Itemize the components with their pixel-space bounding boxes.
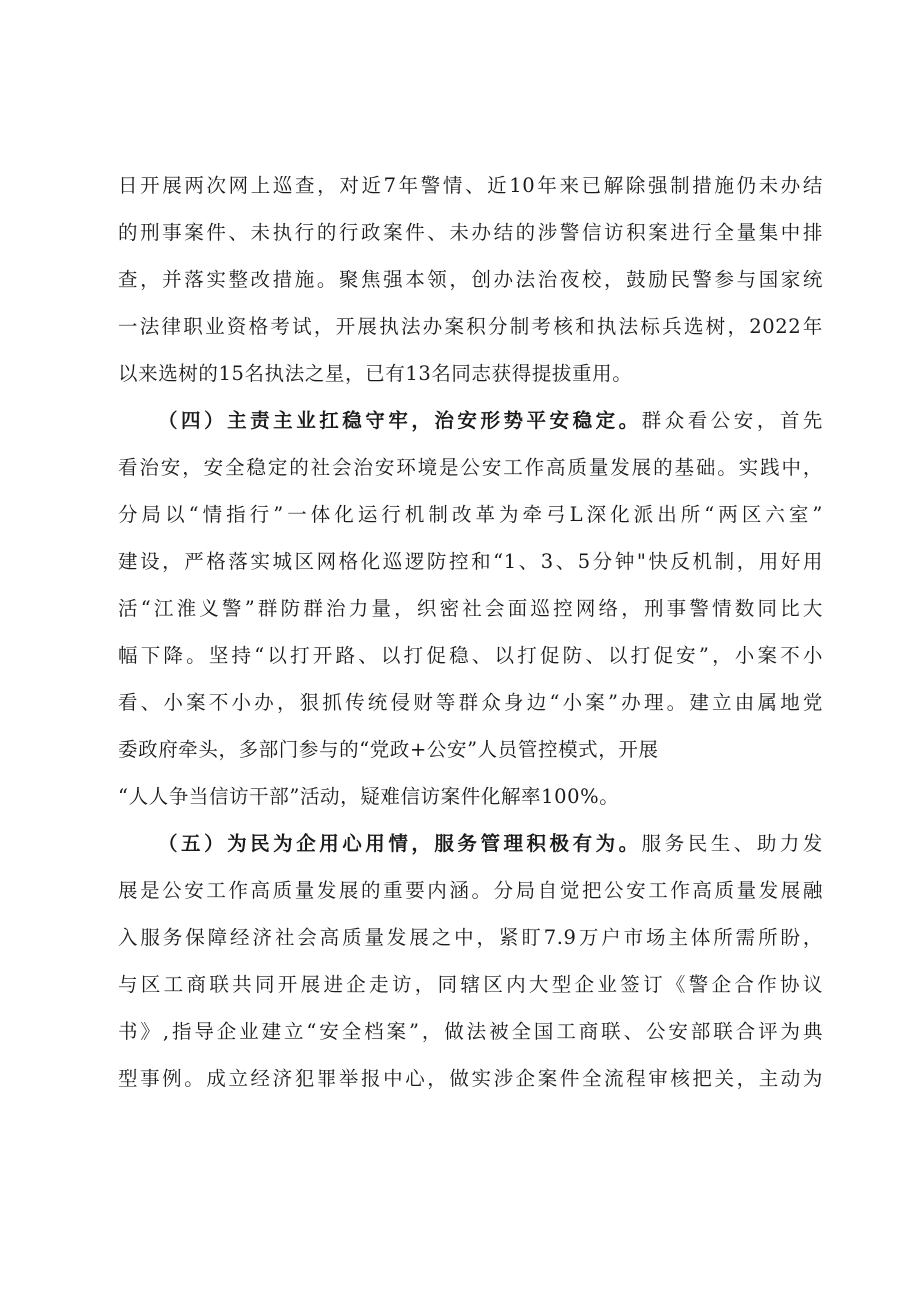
paragraph-line: 型事例。成立经济犯罪举报中心，做实涉企案件全流程审核把关，主动为 <box>118 1067 823 1090</box>
section-five-heading: （五）为民为企用心用情，服务管理积极有为。 <box>158 832 642 855</box>
paragraph-line: 以来选树的15名执法之星，已有13名同志获得提拔重用。 <box>118 362 633 385</box>
paragraph-line: “人人争当信访干部”活动，疑难信访案件化解率100%。 <box>118 785 620 808</box>
paragraph-line: 一法律职业资格考试，开展执法办案积分制考核和执法标兵选树，2022年 <box>118 315 823 338</box>
paragraph-line: 查，并落实整改措施。聚焦强本领，创办法治夜校，鼓励民警参与国家统 <box>118 268 823 291</box>
paragraph-line: 活“江淮义警”群防群治力量，织密社会面巡控网络，刑事警情数同比大 <box>118 597 823 620</box>
paragraph-line: 幅下降。坚持“以打开路、以打促稳、以打促防、以打促安”，小案不小 <box>118 644 823 667</box>
paragraph-line: 展是公安工作高质量发展的重要内涵。分局自觉把公安工作高质量发展融 <box>118 879 823 902</box>
paragraph-line: 看治安，安全稳定的社会治安环境是公安工作高质量发展的基础。实践中， <box>118 456 823 479</box>
paragraph-line: 看、小案不小办，狠抓传统侵财等群众身边“小案”办理。建立由属地党 <box>118 691 823 714</box>
paragraph-line: 日开展两次网上巡查，对近7年警情、近10年来已解除强制措施仍未办结 <box>118 174 823 197</box>
section-four-first-line <box>118 397 823 444</box>
paragraph-line: 的刑事案件、未执行的行政案件、未办结的涉警信访积案进行全量集中排 <box>118 221 823 244</box>
paragraph-line: 与区工商联共同开展进企走访，同辖区内大型企业签订《警企合作协议 <box>118 973 823 996</box>
paragraph-line: 书》,指导企业建立“安全档案”，做法被全国工商联、公安部联合评为典 <box>118 1020 823 1043</box>
section-five-lead: 服务民生、助力发 <box>641 832 823 855</box>
paragraph-line: 建设，严格落实城区网格化巡逻防控和“1、3、5分钟"快反机制，用好用 <box>118 550 823 573</box>
paragraph-line: 分局以“情指行”一体化运行机制改革为牵弓L深化派出所“两区六室” <box>118 503 823 526</box>
section-four-heading: （四）主责主业扛稳守牢，治安形势平安稳定。 <box>158 409 642 432</box>
section-five-first-line <box>118 820 823 867</box>
section-four-lead: 群众看公安，首先 <box>641 409 823 432</box>
paragraph-line: 入服务保障经济社会高质量发展之中，紧盯7.9万户市场主体所需所盼， <box>118 926 823 949</box>
paragraph-line: 委政府牵头，多部门参与的“党政+公安”人员管控模式，开展 <box>118 738 659 761</box>
document-page <box>118 162 823 1102</box>
